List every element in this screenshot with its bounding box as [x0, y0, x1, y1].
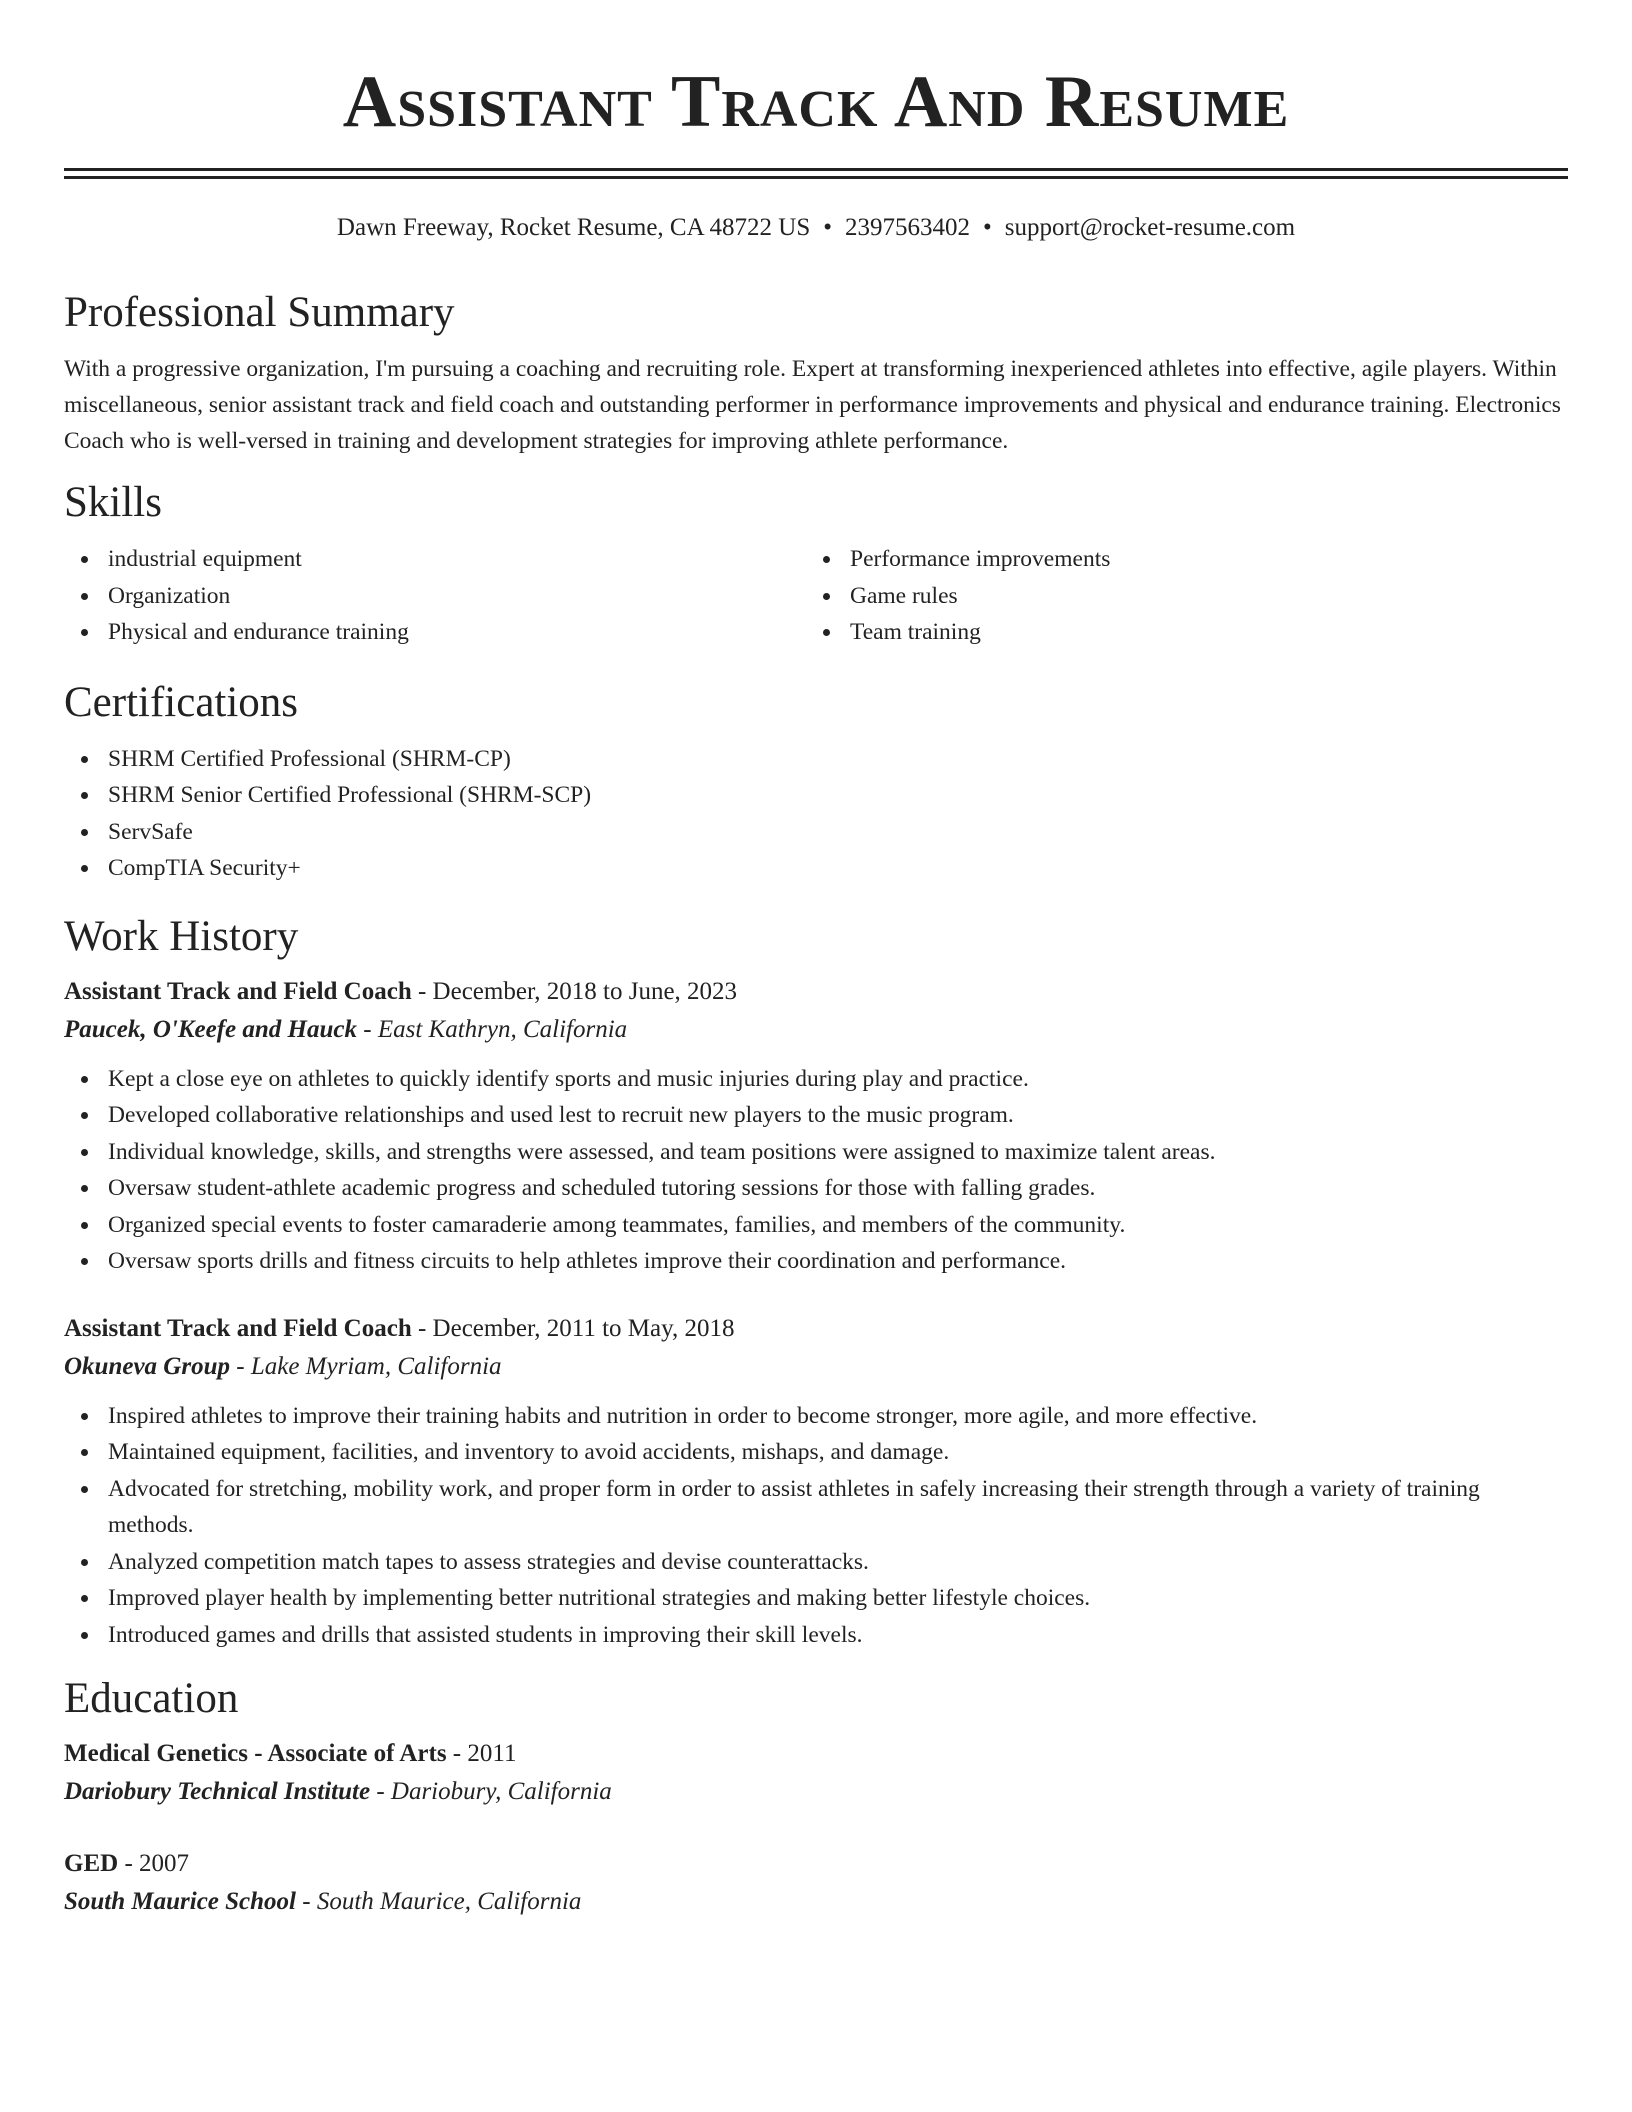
certifications-heading: Certifications — [64, 678, 299, 726]
contact-phone: 2397563402 — [845, 214, 971, 241]
education-header — [64, 1845, 1568, 1883]
contact-address: Dawn Freeway, Rocket Resume, CA 48722 US — [336, 214, 811, 241]
job-employer-line — [64, 1011, 1568, 1049]
job-dates: - December, 2018 to June, 2023 — [411, 977, 738, 1005]
education-header — [64, 1735, 1568, 1773]
contact-email: support@rocket-resume.com — [1004, 214, 1296, 241]
skills-heading: Skills — [64, 479, 162, 526]
education-year: - 2007 — [118, 1850, 190, 1877]
job-employer-line — [64, 1348, 1568, 1386]
certification-item: SHRM Senior Certified Professional (SHRM-SCP) — [64, 777, 1568, 814]
job-entry — [64, 1310, 1568, 1654]
skills-list-right — [806, 541, 1548, 651]
job-bullet: Inspired athletes to improve their training habits and nutrition in order to become stronger, more agile, and more effective. — [64, 1398, 1568, 1435]
job-position: Assistant Track and Field Coach — [64, 1314, 412, 1342]
work-history-heading: Work History — [64, 912, 299, 960]
education-school: South Maurice School — [64, 1888, 297, 1915]
job-location: - Lake Myriam, California — [230, 1352, 502, 1380]
education-school: Dariobury Technical Institute — [64, 1778, 371, 1805]
skills-section — [64, 477, 1568, 651]
contact-separator: • — [983, 214, 992, 241]
job-bullet: Analyzed competition match tapes to assess strategies and devise counterattacks. — [64, 1544, 1568, 1581]
education-year: - 2011 — [446, 1740, 517, 1767]
job-company: Okuneva Group — [64, 1352, 230, 1380]
resume-name: Assistant Track And Resume — [342, 61, 1290, 143]
job-bullet: Advocated for stretching, mobility work, and proper form in order to assist athletes in safely increasing their strength through a variety of training methods. — [64, 1471, 1568, 1544]
certifications-section — [64, 677, 1568, 887]
education-degree: GED — [64, 1850, 119, 1877]
skill-item: Performance improvements — [806, 541, 1548, 578]
skill-item: Game rules — [806, 578, 1548, 615]
job-bullet: Maintained equipment, facilities, and inventory to avoid accidents, mishaps, and damage. — [64, 1434, 1568, 1471]
job-bullet: Oversaw sports drills and fitness circuits to help athletes improve their coordination and performance. — [64, 1243, 1568, 1280]
header-divider — [64, 168, 1568, 179]
contact-separator: • — [823, 214, 833, 241]
job-dates: - December, 2011 to May, 2018 — [411, 1314, 735, 1342]
certifications-list — [64, 741, 1568, 887]
job-bullets — [64, 1061, 1568, 1280]
job-bullet: Oversaw student-athlete academic progress and scheduled tutoring sessions for those with falling grades. — [64, 1170, 1568, 1207]
job-bullet: Organized special events to foster camaraderie among teammates, families, and members of the community. — [64, 1207, 1568, 1244]
job-bullet: Introduced games and drills that assisted students in improving their skill levels. — [64, 1617, 1568, 1654]
summary-text: With a progressive organization, I'm pursuing a coaching and recruiting role. Expert at transforming inexperienced athletes into effective, agile players. Within miscellaneous, senior assistant track and field coach and outstanding performer in performance improvements and physical and endurance training. Electronics Coach who is well-versed in training and development strategies for improving athlete performance. — [64, 356, 1561, 454]
education-school-line — [64, 1883, 1568, 1921]
job-bullet: Improved player health by implementing better nutritional strategies and making better lifestyle choices. — [64, 1580, 1568, 1617]
work-history-section — [64, 911, 1568, 1654]
education-entry — [64, 1845, 1568, 1921]
job-bullet: Individual knowledge, skills, and strengths were assessed, and team positions were assigned to maximize talent areas. — [64, 1134, 1568, 1171]
job-header — [64, 973, 1568, 1011]
summary-heading: Professional Summary — [64, 289, 455, 336]
skill-item: Team training — [806, 614, 1548, 651]
education-heading: Education — [64, 1675, 239, 1722]
certification-item: CompTIA Security+ — [64, 850, 1568, 887]
education-school-line — [64, 1773, 1568, 1811]
job-bullet: Kept a close eye on athletes to quickly identify sports and music injuries during play and practice. — [64, 1061, 1568, 1098]
job-entry — [64, 973, 1568, 1280]
contact-line — [64, 211, 1568, 245]
job-bullet: Developed collaborative relationships and used lest to recruit new players to the music program. — [64, 1097, 1568, 1134]
education-location: - South Maurice, California — [296, 1888, 582, 1915]
job-bullets — [64, 1398, 1568, 1654]
education-section — [64, 1673, 1568, 1921]
certification-item: ServSafe — [64, 814, 1568, 851]
education-degree: Medical Genetics - Associate of Arts — [64, 1740, 447, 1767]
skills-list-left — [64, 541, 806, 651]
skills-grid — [64, 541, 1568, 651]
skill-item: Physical and endurance training — [64, 614, 806, 651]
skill-item: Organization — [64, 578, 806, 615]
certification-item: SHRM Certified Professional (SHRM-CP) — [64, 741, 1568, 778]
job-company: Paucek, O'Keefe and Hauck — [64, 1015, 358, 1043]
job-header — [64, 1310, 1568, 1348]
skill-item: industrial equipment — [64, 541, 806, 578]
job-position: Assistant Track and Field Coach — [64, 977, 412, 1005]
summary-section — [64, 287, 1568, 459]
education-entry — [64, 1735, 1568, 1811]
education-location: - Dariobury, California — [370, 1778, 612, 1805]
job-location: - East Kathryn, California — [357, 1015, 628, 1043]
